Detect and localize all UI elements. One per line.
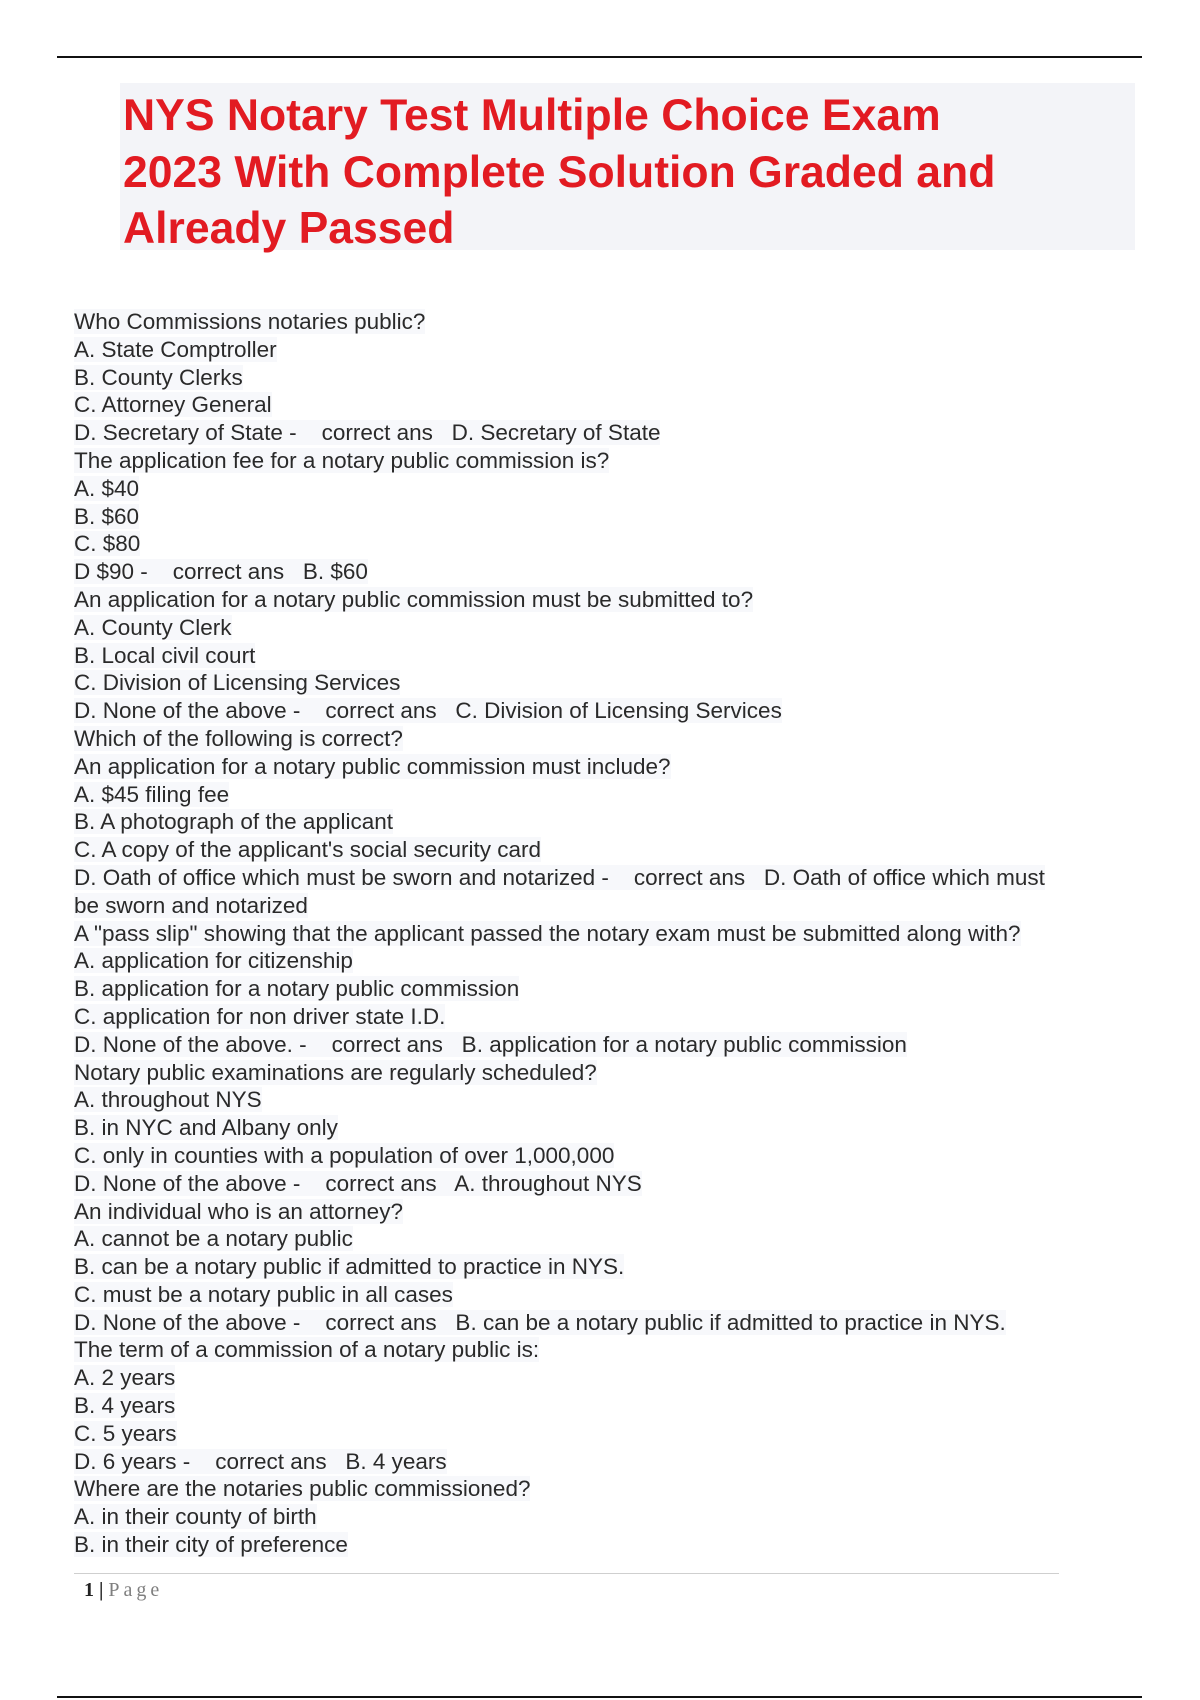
text-line-content: C. Attorney General bbox=[74, 392, 272, 418]
text-line bbox=[74, 1448, 1134, 1476]
text-line-content: A. County Clerk bbox=[74, 614, 232, 640]
text-line-content: be sworn and notarized bbox=[74, 892, 308, 918]
text-line bbox=[74, 725, 1134, 753]
text-line bbox=[74, 1420, 1134, 1448]
text-line-content: B. $60 bbox=[74, 503, 140, 529]
text-line bbox=[74, 1364, 1134, 1392]
text-line-content: B. in their city of preference bbox=[74, 1532, 348, 1558]
text-line-content: B. application for a notary public commission bbox=[74, 976, 520, 1002]
text-line-content: A "pass slip" showing that the applicant passed the notary exam must be submitted along with? bbox=[74, 920, 1021, 946]
text-line bbox=[74, 781, 1134, 809]
text-line-content: The term of a commission of a notary public is: bbox=[74, 1337, 540, 1363]
text-line bbox=[74, 1253, 1134, 1281]
text-line-content: C. A copy of the applicant's social security card bbox=[74, 837, 542, 863]
title-banner bbox=[120, 83, 1135, 253]
text-line bbox=[74, 391, 1134, 419]
text-line bbox=[74, 614, 1134, 642]
text-line-content: D. None of the above - correct ans B. can be a notary public if admitted to practice in NYS. bbox=[74, 1309, 1006, 1335]
text-line-content: Who Commissions notaries public? bbox=[74, 309, 426, 334]
text-line bbox=[74, 447, 1134, 475]
text-line-content: A. in their county of birth bbox=[74, 1504, 317, 1530]
text-line bbox=[74, 753, 1134, 781]
text-line-content: A. throughout NYS bbox=[74, 1087, 262, 1113]
document-title: NYS Notary Test Multiple Choice Exam 2023 With Complete Solution Graded and Already Passed bbox=[123, 91, 996, 253]
text-line-content: An application for a notary public commission must include? bbox=[74, 753, 671, 779]
text-line bbox=[74, 642, 1134, 670]
footer-separator: | bbox=[99, 1579, 104, 1601]
text-line bbox=[74, 503, 1134, 531]
text-line-content: B. Local civil court bbox=[74, 642, 256, 668]
text-line-content: C. Division of Licensing Services bbox=[74, 670, 401, 696]
text-line bbox=[74, 808, 1134, 836]
text-line-content: D. None of the above. - correct ans B. application for a notary public commission bbox=[74, 1031, 907, 1057]
text-line-content: B. 4 years bbox=[74, 1393, 176, 1419]
text-line-content: An individual who is an attorney? bbox=[74, 1198, 403, 1224]
text-line bbox=[74, 1503, 1134, 1531]
text-line bbox=[74, 1170, 1134, 1198]
text-line-content: D. None of the above - correct ans A. throughout NYS bbox=[74, 1170, 642, 1196]
top-rule bbox=[57, 56, 1142, 58]
text-line bbox=[74, 1086, 1134, 1114]
text-line-content: C. application for non driver state I.D. bbox=[74, 1003, 446, 1029]
text-line bbox=[74, 558, 1134, 586]
footer-rule bbox=[74, 1573, 1059, 1574]
text-line-content: D. None of the above - correct ans C. Division of Licensing Services bbox=[74, 698, 782, 724]
text-line bbox=[74, 1309, 1134, 1337]
text-line bbox=[74, 864, 1134, 892]
text-line bbox=[74, 419, 1134, 447]
text-line-content: A. $40 bbox=[74, 475, 140, 501]
text-line-content: D. Secretary of State - correct ans D. Secretary of State bbox=[74, 420, 661, 446]
text-line bbox=[74, 1392, 1134, 1420]
text-line bbox=[74, 947, 1134, 975]
text-line bbox=[74, 669, 1134, 697]
text-line bbox=[74, 1059, 1134, 1087]
text-line bbox=[74, 975, 1134, 1003]
text-line-content: B. A photograph of the applicant bbox=[74, 809, 393, 835]
text-line bbox=[74, 1531, 1134, 1559]
text-line-content: C. only in counties with a population of over 1,000,000 bbox=[74, 1142, 615, 1168]
text-line-content: B. can be a notary public if admitted to practice in NYS. bbox=[74, 1254, 625, 1280]
text-line bbox=[74, 308, 1134, 336]
text-line-content: C. must be a notary public in all cases bbox=[74, 1281, 453, 1307]
text-line-content: A. cannot be a notary public bbox=[74, 1226, 353, 1252]
text-line bbox=[74, 586, 1134, 614]
text-line-content: Notary public examinations are regularly scheduled? bbox=[74, 1059, 597, 1085]
text-line bbox=[74, 336, 1134, 364]
text-line bbox=[74, 1031, 1134, 1059]
question-list bbox=[74, 308, 1134, 1559]
text-line bbox=[74, 1003, 1134, 1031]
text-line-content: A. $45 filing fee bbox=[74, 781, 230, 807]
page-number: 1 bbox=[84, 1579, 94, 1601]
text-line bbox=[74, 1475, 1134, 1503]
text-line bbox=[74, 1281, 1134, 1309]
text-line bbox=[74, 1198, 1134, 1226]
text-line bbox=[74, 475, 1134, 503]
text-line-content: The application fee for a notary public commission is? bbox=[74, 447, 610, 473]
text-line-content: D. Oath of office which must be sworn and notarized - correct ans D. Oath of office which must bbox=[74, 864, 1045, 890]
text-line bbox=[74, 1114, 1134, 1142]
text-line-content: D. 6 years - correct ans B. 4 years bbox=[74, 1448, 447, 1474]
page-label: Page bbox=[108, 1579, 164, 1601]
text-line-content: A. application for citizenship bbox=[74, 948, 353, 974]
text-line bbox=[74, 1336, 1134, 1364]
text-line bbox=[74, 836, 1134, 864]
text-line-content: C. 5 years bbox=[74, 1420, 177, 1446]
text-line bbox=[74, 1142, 1134, 1170]
text-line-content: C. $80 bbox=[74, 531, 141, 557]
text-line-content: Which of the following is correct? bbox=[74, 725, 403, 751]
page-footer bbox=[84, 1578, 163, 1602]
text-line bbox=[74, 920, 1134, 948]
text-line bbox=[74, 530, 1134, 558]
text-line-content: A. State Comptroller bbox=[74, 336, 277, 362]
text-line-content: D $90 - correct ans B. $60 bbox=[74, 559, 368, 585]
text-line-content: B. County Clerks bbox=[74, 364, 243, 390]
text-line bbox=[74, 892, 1134, 920]
text-line-content: Where are the notaries public commissioned? bbox=[74, 1476, 531, 1502]
bottom-rule bbox=[57, 1696, 1142, 1698]
text-line-content: A. 2 years bbox=[74, 1365, 176, 1391]
text-line-content: An application for a notary public commission must be submitted to? bbox=[74, 586, 754, 612]
text-line bbox=[74, 1225, 1134, 1253]
text-line bbox=[74, 697, 1134, 725]
text-line-content: B. in NYC and Albany only bbox=[74, 1115, 338, 1141]
text-line bbox=[74, 364, 1134, 392]
